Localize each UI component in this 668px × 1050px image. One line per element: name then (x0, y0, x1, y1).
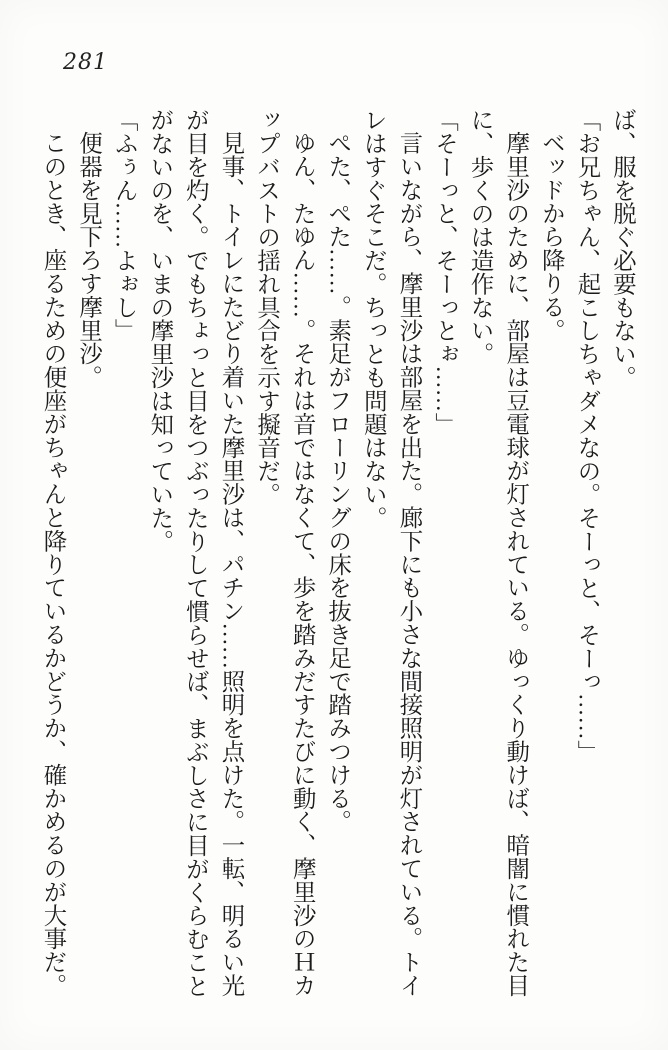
paragraph: 「お兄ちゃん、起こしちゃダメなの。そーっと、そーっ……」 (573, 108, 600, 764)
paragraph: 「ふぅん……よぉし」 (110, 108, 137, 342)
paragraph: このとき、座るための便座がちゃんと降りているかどうか、確かめるのが大事だ。 (39, 131, 66, 998)
paragraph: 言いながら、摩里沙は部屋を出た。廊下にも小さな間接照明が灯されている。トイレはすぐそこだ。ちっとも問題はない。 (359, 108, 422, 998)
paragraph: ば、服を脱ぐ必要もない。 (609, 108, 635, 389)
paragraph: ベッドから降りる。 (537, 131, 564, 342)
page-number: 281 (63, 50, 108, 75)
paragraph: ぺた、ぺた……。素足がフローリングの床を抜き足で踏みつける。 (324, 131, 351, 834)
paragraph: ゆん、たゆん……。それは音ではなくて、歩を踏みだすたびに動く、摩里沙のＨカップバストの揺れ具合を示す擬音だ。 (253, 108, 315, 998)
paragraph: 摩里沙のために、部屋は豆電球が灯されている。ゆっくり動けば、暗闇に慣れた目に、歩くのは造作ない。 (466, 108, 529, 998)
paragraph: 「そーっと、そーっとぉ……」 (431, 108, 458, 436)
body-text (33, 108, 639, 998)
paragraph: 便器を見下ろす摩里沙。 (75, 131, 102, 389)
paragraph: 見事、トイレにたどり着いた摩里沙は、パチン……照明を点けた。一転、明るい光が目を灼く。でもちょっと目をつぶったりして慣らせば、まぶしさに目がくらむことがないのを、いまの摩里沙は知っていた。 (146, 108, 244, 998)
